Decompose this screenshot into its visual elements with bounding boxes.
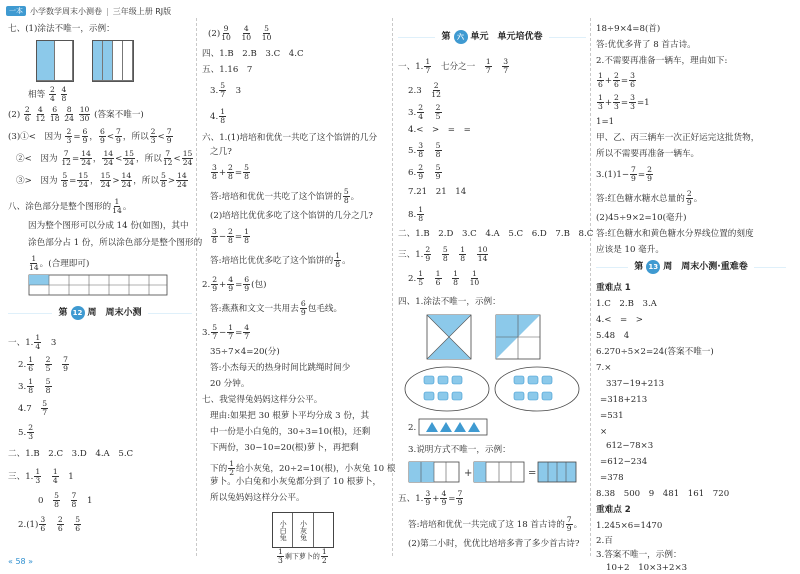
book-logo: 一本 [6, 6, 26, 16]
week-number-badge: 12 [71, 306, 85, 320]
svg-text:+: + [464, 468, 473, 479]
q7-3b-tail: ，所以 [136, 154, 162, 164]
section5-line1: 五、1.16 7 [202, 65, 253, 75]
column-divider [196, 18, 197, 556]
section2-answers: 二、1.B 2.D 3.C 4.A 5.C 6.D 7.B 8.C [398, 229, 594, 239]
q7-3a-label: (3)①< 因为 [8, 132, 62, 142]
grade-label: 三年级上册 RJ版 [112, 6, 172, 16]
q4-ovals [402, 364, 582, 414]
q7-3c-tail: ，所以 [133, 176, 159, 186]
series-title: 小学数学周末小测卷 [30, 6, 102, 16]
carrot-division-figure: 小白兔 小灰兔 [272, 512, 334, 548]
fraction-rect-halves [36, 40, 74, 82]
key-point-1: 重难点 1 [596, 283, 631, 293]
section2-answers: 二、1.B 2.C 3.D 4.A 5.C [8, 449, 134, 459]
q8-line3: 涂色部分占 1 份，所以涂色部分是整个图形的 [28, 238, 203, 248]
q7-3c-label: ③> 因为 [16, 176, 58, 186]
unit6-banner: 第 六 单元 单元培优卷 [398, 28, 586, 46]
q7-title: 七、我觉得兔妈妈这样分公平。 [202, 395, 323, 405]
page-header: 一本 小学数学周末小测卷 | 三年级上册 RJ版 [6, 5, 171, 17]
page-number: 58 [15, 557, 26, 566]
week13-title: 周 周末小测·重难卷 [663, 261, 748, 272]
q8-title: 八、涂色部分是整个图形的 [8, 202, 112, 212]
q6-1-title: 六、1.(1)培培和优优一共吃了这个馅饼的几分 [202, 133, 378, 143]
section4-answers: 四、1.B 2.B 3.C 4.C [202, 49, 304, 59]
q7-3a-tail: ，所以 [122, 132, 149, 142]
q7-title: 七、(1)涂法不唯一，示例： [8, 24, 115, 34]
q8-line2: 因为整个图形可以分成 14 份(如图)，其中 [28, 221, 189, 231]
fraction-rect-quarters [92, 40, 134, 82]
q7-2-note: (答案不唯一) [94, 110, 144, 120]
key-point-2: 重难点 2 [596, 505, 631, 515]
week12-banner: 第 12 周 周末小测 [8, 304, 192, 322]
bar-addition-figure [408, 460, 578, 484]
column-divider [590, 18, 591, 556]
week12-title: 周 周末小测 [87, 307, 142, 318]
equal-label: 相等 [28, 90, 46, 100]
unit-number-badge: 六 [454, 30, 468, 44]
q8-line4: 。(合理即可) [39, 259, 90, 269]
q8-figure [28, 274, 168, 296]
unit6-title: 单元 单元培优卷 [470, 31, 543, 42]
q4-squares [426, 314, 576, 362]
week-number-badge: 13 [646, 260, 660, 274]
svg-text:=: = [528, 468, 537, 479]
q4-title: 四、1.涂法不唯一，示例： [398, 297, 501, 307]
page-footer: « 58 » [8, 557, 34, 566]
triangle-row [418, 418, 488, 436]
q7-3b-label: ②< 因为 [16, 154, 58, 164]
week13-banner: 第 13 周 周末小测·重难卷 [596, 258, 786, 276]
